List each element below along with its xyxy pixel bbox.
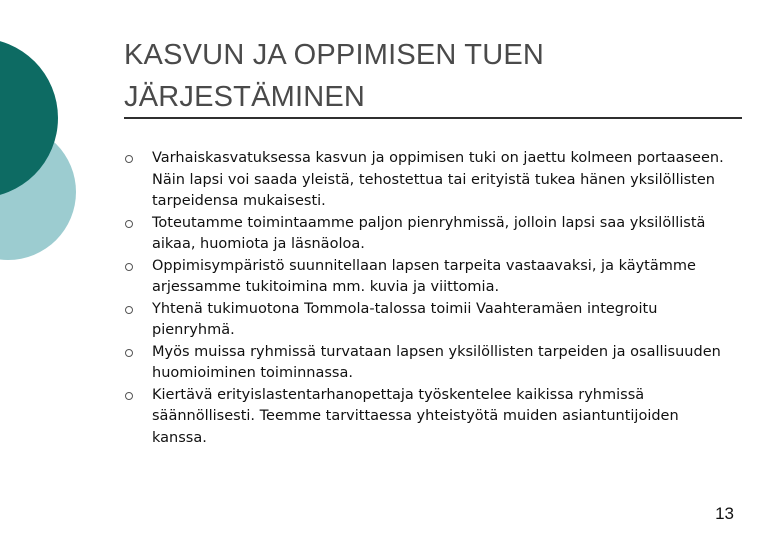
bullet-item	[124, 342, 736, 385]
bullet-text: Kiertävä erityislastentarhanopettaja työskentelee kaikissa ryhmissä säännöllisesti. Teemme tarvittaessa yhteistyötä muiden asiantuntijoiden kanssa.	[152, 386, 679, 446]
bullet-item	[124, 148, 736, 213]
bullet-text: Oppimisympäristö suunnitellaan lapsen tarpeita vastaavaksi, ja käytämme arjessamme tukitoimina mm. kuvia ja viittomia.	[152, 257, 696, 295]
bullet-item	[124, 385, 736, 450]
title-line-1: KASVUN JA OPPIMISEN TUEN	[124, 39, 545, 71]
bullet-item	[124, 213, 736, 256]
bullet-item	[124, 256, 736, 299]
bullet-circle-icon	[125, 349, 133, 357]
title-divider	[124, 117, 742, 119]
bullet-circle-icon	[125, 392, 133, 400]
bullet-text: Yhtenä tukimuotona Tommola-talossa toimii Vaahteramäen integroitu pienryhmä.	[152, 300, 658, 338]
bullet-item	[124, 299, 736, 342]
page-number: 13	[715, 504, 734, 523]
bullet-text: Myös muissa ryhmissä turvataan lapsen yksilöllisten tarpeiden ja osallisuuden huomioiminen toiminnassa.	[152, 343, 721, 381]
bullet-circle-icon	[125, 263, 133, 271]
slide-title	[124, 34, 744, 118]
title-line-2: JÄRJESTÄMINEN	[124, 81, 366, 113]
bullet-circle-icon	[125, 155, 133, 163]
bullet-text: Toteutamme toimintaamme paljon pienryhmissä, jolloin lapsi saa yksilöllistä aikaa, huomiota ja läsnäoloa.	[152, 214, 706, 252]
decorative-circles	[0, 0, 90, 300]
bullet-text: Varhaiskasvatuksessa kasvun ja oppimisen tuki on jaettu kolmeen portaaseen. Näin lapsi voi saada yleistä, tehostettua tai erityistä tukea hänen yksilöllisten tarpeidensa mukaisesti.	[152, 150, 724, 209]
bullet-circle-icon	[125, 306, 133, 314]
bullet-list	[124, 148, 736, 449]
bullet-circle-icon	[125, 220, 133, 228]
